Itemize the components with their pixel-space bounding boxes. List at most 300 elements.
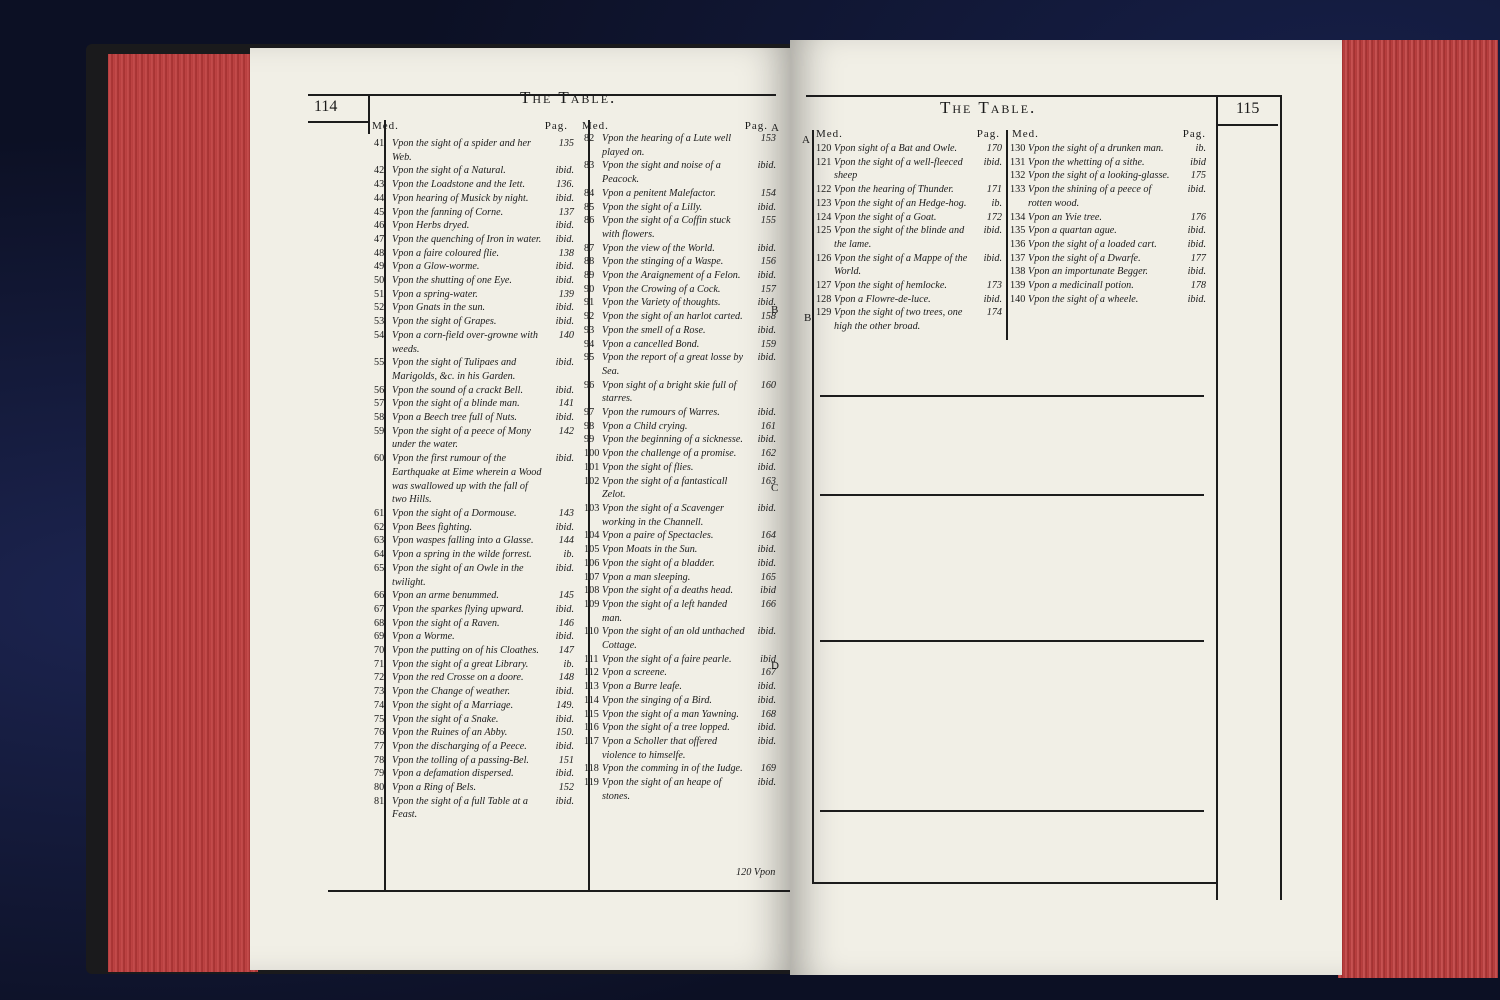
entry-number: 47	[374, 233, 385, 245]
entry-page: 145	[558, 590, 574, 602]
index-entry	[374, 548, 574, 562]
entry-page: ibid.	[555, 165, 574, 177]
entry-title: Vpon the shining of a peece of rotten wood.	[1028, 184, 1152, 209]
index-entry	[584, 296, 776, 310]
entry-title: Vpon a Flowre-de-luce.	[834, 293, 931, 305]
entry-page: 157	[760, 283, 776, 295]
entry-title: Vpon a Ring of Bels.	[392, 782, 477, 794]
margin-letter: D	[771, 660, 779, 672]
index-entry	[374, 329, 574, 356]
entry-number: 52	[374, 302, 385, 314]
entry-number: 80	[374, 782, 385, 794]
entry-number: 59	[374, 425, 385, 437]
index-entry	[584, 379, 776, 406]
index-entry	[1010, 142, 1206, 156]
entry-title: Vpon Gnats in the sun.	[392, 302, 486, 314]
entry-number: 130	[1010, 143, 1026, 154]
entry-title: Vpon hearing of Musick by night.	[392, 192, 529, 204]
index-entry	[584, 283, 776, 297]
entry-page: ibid.	[555, 453, 574, 465]
entry-title: Vpon the sight of a spider and her Web.	[392, 138, 531, 163]
column-head	[816, 128, 1000, 140]
entry-title: Vpon the Araignement of a Felon.	[602, 270, 741, 282]
index-entry	[374, 384, 574, 398]
pag-label: Pag.	[1182, 128, 1206, 140]
entry-title: Vpon the Change of weather.	[392, 686, 510, 698]
entry-page: ib.	[1195, 143, 1206, 154]
index-entry	[374, 603, 574, 617]
entry-page: ibid.	[1187, 293, 1206, 305]
entry-number: 73	[374, 686, 385, 698]
entry-title: Vpon waspes falling into a Glasse.	[392, 535, 534, 547]
entry-page: ibid.	[757, 544, 776, 556]
index-entry	[374, 699, 574, 713]
entry-page: ibid.	[757, 461, 776, 473]
index-entry	[374, 274, 574, 288]
entry-number: 118	[584, 763, 599, 775]
entry-number: 86	[584, 215, 595, 227]
index-entry	[374, 164, 574, 178]
entry-number: 102	[584, 475, 600, 487]
entry-title: Vpon sight of a Bat and Owle.	[834, 143, 958, 154]
index-entry	[816, 183, 1002, 197]
entry-title: Vpon the Loadstone and the Iett.	[392, 179, 525, 191]
entry-title: Vpon the beginning of a sicknesse.	[602, 434, 743, 446]
entry-page: 167	[760, 667, 776, 679]
entry-number: 71	[374, 658, 385, 670]
entry-title: Vpon the putting on of his Cloathes.	[392, 645, 539, 657]
index-entry	[584, 132, 776, 159]
entry-title: Vpon the sparkes flying upward.	[392, 603, 524, 615]
entry-number: 77	[374, 740, 385, 752]
entry-title: Vpon a screene.	[602, 667, 667, 679]
index-entry	[374, 713, 574, 727]
index-entry	[1010, 293, 1206, 307]
entry-title: Vpon Moats in the Sun.	[602, 544, 698, 556]
entry-page: 152	[558, 782, 574, 794]
entry-page: 138	[558, 247, 574, 259]
index-entry	[584, 324, 776, 338]
left-header-divider	[368, 94, 370, 134]
entry-page: ibid.	[757, 297, 776, 309]
entry-number: 61	[374, 507, 385, 519]
entry-title: Vpon a medicinall potion.	[1028, 280, 1134, 292]
entry-title: Vpon the sight of an old unthached Cottage.	[602, 626, 745, 652]
entry-number: 91	[584, 297, 595, 309]
entry-page: ibid.	[555, 357, 574, 369]
entry-number: 82	[584, 133, 595, 144]
entry-page: ibid.	[1187, 266, 1206, 278]
entry-page: 149.	[556, 699, 574, 711]
entry-title: Vpon the challenge of a promise.	[602, 448, 737, 460]
entry-title: Vpon the sight of a bladder.	[602, 557, 715, 569]
entry-title: Vpon the sight of a well-fleeced sheep	[834, 156, 963, 182]
entry-page: ibid.	[555, 768, 574, 780]
entry-page: ib.	[991, 197, 1002, 209]
column-head	[372, 120, 568, 132]
entry-title: Vpon the singing of a Bird.	[602, 694, 712, 706]
entry-number: 51	[374, 288, 385, 300]
index-entry	[374, 726, 574, 740]
entry-title: Vpon a penitent Malefactor.	[602, 187, 716, 199]
entry-page: ibid	[760, 585, 776, 597]
entry-number: 111	[584, 653, 599, 665]
entry-page: 144	[558, 535, 574, 547]
index-entry	[374, 671, 574, 685]
margin-letter: A	[802, 134, 810, 146]
entry-number: 63	[374, 535, 385, 547]
entry-title: Vpon a spring in the wilde forrest.	[392, 549, 532, 561]
blank-rule-1	[820, 395, 1204, 397]
entry-title: Vpon the hearing of Thunder.	[834, 184, 954, 196]
right-edge-rule	[1280, 95, 1282, 900]
entry-number: 136	[1010, 238, 1026, 250]
entry-title: Vpon the Crowing of a Cock.	[602, 283, 721, 295]
entry-number: 108	[584, 585, 600, 597]
entry-number: 65	[374, 562, 385, 574]
entry-number: 99	[584, 434, 595, 446]
entry-page: ibid.	[757, 352, 776, 364]
entry-number: 109	[584, 598, 600, 610]
entry-title: Vpon the sight of a Coffin stuck with flowers.	[602, 215, 731, 240]
entry-title: Vpon the stinging of a Waspe.	[602, 256, 724, 268]
entry-page: ibid.	[555, 740, 574, 752]
entry-number: 95	[584, 352, 595, 364]
entry-number: 119	[584, 777, 599, 789]
entry-page: 159	[760, 338, 776, 350]
margin-letter: C	[771, 482, 779, 494]
index-entry	[584, 338, 776, 352]
entry-title: Vpon the shutting of one Eye.	[392, 275, 512, 287]
entry-page: ibid.	[757, 681, 776, 693]
entry-title: Vpon the sight of a fantasticall Zelot.	[602, 475, 728, 501]
entry-number: 110	[584, 626, 599, 638]
right-page	[790, 40, 1342, 975]
entry-page: 160	[760, 379, 776, 391]
entry-title: Vpon a corn-field over-growne with weeds.	[392, 329, 538, 355]
entry-number: 122	[816, 184, 832, 196]
blank-rule-3	[820, 640, 1204, 642]
left-bottom-rule	[328, 890, 798, 892]
entry-number: 93	[584, 324, 595, 336]
entry-title: Vpon a faire coloured flie.	[392, 247, 500, 259]
entry-number: 89	[584, 270, 595, 282]
entry-page: 164	[760, 530, 776, 542]
entry-number: 137	[1010, 252, 1026, 264]
page-number: 115	[1236, 100, 1260, 117]
entry-title: Vpon the Ruines of an Abby.	[392, 727, 508, 739]
entry-title: Vpon a quartan ague.	[1028, 225, 1117, 237]
entry-page: 155	[760, 215, 776, 227]
entry-page: 172	[986, 211, 1002, 223]
page-header: The Table.	[940, 98, 1037, 117]
entry-title: Vpon the rumours of Warres.	[602, 407, 720, 419]
index-entry	[1010, 224, 1206, 238]
entry-number: 42	[374, 165, 385, 177]
entry-number: 123	[816, 197, 832, 209]
entry-page: ibid.	[757, 201, 776, 213]
margin-letter: A	[771, 122, 779, 134]
entry-title: Vpon the sight of flies.	[602, 461, 694, 473]
entry-number: 138	[1010, 266, 1026, 278]
index-entry	[374, 685, 574, 699]
index-entry	[374, 315, 574, 329]
entry-page: 169	[760, 763, 776, 775]
entry-number: 50	[374, 275, 385, 287]
entry-title: Vpon the sight of Grapes.	[392, 316, 497, 328]
index-entry	[584, 708, 776, 722]
index-entry	[374, 411, 574, 425]
index-entry	[374, 137, 574, 164]
entry-title: Vpon the sight of a full Table at a Feast.	[392, 795, 529, 821]
entry-number: 124	[816, 211, 832, 223]
left-pagenum-rule	[308, 121, 368, 123]
med-label: Med.	[816, 128, 843, 140]
entry-number: 81	[374, 795, 385, 807]
entry-page: 177	[1190, 252, 1206, 264]
entry-number: 62	[374, 521, 385, 533]
entry-title: Vpon the sight of a Goat.	[834, 211, 937, 223]
entry-title: Vpon an Yvie tree.	[1028, 211, 1102, 223]
entry-page: ibid.	[555, 192, 574, 204]
entry-number: 76	[374, 727, 385, 739]
entry-number: 120	[816, 143, 832, 154]
right-outer-column-rule	[1216, 95, 1218, 900]
entry-title: Vpon a spring-water.	[392, 288, 478, 300]
right-middle-column-rule	[1006, 130, 1008, 340]
index-entry	[374, 644, 574, 658]
entry-page: ibid.	[1187, 184, 1206, 196]
entry-title: Vpon the sight of a Marriage.	[392, 699, 514, 711]
index-entry	[374, 260, 574, 274]
entry-number: 84	[584, 187, 595, 199]
index-entry	[584, 269, 776, 283]
index-entry	[374, 288, 574, 302]
entry-title: Vpon Herbs dryed.	[392, 220, 470, 232]
entry-title: Vpon the sight of a drunken man.	[1028, 143, 1164, 154]
red-page-edges-right	[1338, 40, 1498, 978]
entry-page: 163	[760, 475, 776, 487]
index-entry	[1010, 156, 1206, 170]
entry-title: Vpon the first rumour of the Earthquake at Eime wherein a Wood was swallowed up with the fall of two Hills.	[392, 453, 542, 506]
entry-page: 174	[986, 307, 1002, 319]
index-entry	[816, 197, 1002, 211]
entry-page: ibid.	[555, 521, 574, 533]
red-page-edges-left	[108, 54, 258, 972]
entry-title: Vpon the sight of a Dwarfe.	[1028, 252, 1141, 264]
entry-number: 56	[374, 384, 385, 396]
entry-page: ibid.	[555, 233, 574, 245]
index-column-2	[1010, 142, 1206, 306]
entry-number: 134	[1010, 211, 1026, 223]
margin-letter: B	[771, 304, 779, 316]
entry-page: ibid.	[555, 631, 574, 643]
entry-number: 53	[374, 316, 385, 328]
index-entry	[584, 420, 776, 434]
index-entry	[1010, 265, 1206, 279]
right-pagenum-rule	[1216, 124, 1278, 126]
entry-number: 98	[584, 420, 595, 432]
entry-number: 43	[374, 179, 385, 191]
entry-page: ibid	[760, 653, 776, 665]
index-entry	[374, 617, 574, 631]
entry-page: ibid.	[757, 270, 776, 282]
blank-rule-2	[820, 494, 1204, 496]
index-entry	[584, 666, 776, 680]
entry-title: Vpon Bees fighting.	[392, 521, 473, 533]
entry-page: ibid.	[983, 225, 1002, 237]
entry-title: Vpon the report of a great losse by Sea.	[602, 352, 744, 377]
entry-page: ibid.	[983, 252, 1002, 264]
index-entry	[816, 293, 1002, 307]
entry-page: ibid.	[1187, 238, 1206, 250]
entry-page: ibid.	[757, 160, 776, 172]
entry-number: 92	[584, 311, 595, 323]
entry-page: ibid.	[757, 557, 776, 569]
index-entry	[816, 306, 1002, 333]
index-entry	[584, 433, 776, 447]
entry-number: 140	[1010, 293, 1026, 305]
index-entry	[374, 781, 574, 795]
entry-title: Vpon the quenching of Iron in water.	[392, 233, 542, 245]
index-entry	[584, 557, 776, 571]
index-entry	[374, 233, 574, 247]
entry-number: 60	[374, 453, 385, 465]
entry-page: ibid.	[757, 407, 776, 419]
entry-page: 146	[558, 617, 574, 629]
entry-title: Vpon the discharging of a Peece.	[392, 740, 527, 752]
entry-number: 106	[584, 557, 600, 569]
index-entry	[584, 201, 776, 215]
entry-title: Vpon the sight of a blinde man.	[392, 398, 520, 410]
index-entry	[584, 351, 776, 378]
entry-number: 135	[1010, 225, 1026, 237]
entry-page: ibid.	[757, 502, 776, 514]
entry-title: Vpon a cancelled Bond.	[602, 338, 700, 350]
pag-label: Pag.	[544, 120, 568, 132]
entry-page: ibid.	[555, 562, 574, 574]
entry-page: ibid.	[757, 694, 776, 706]
index-entry	[584, 255, 776, 269]
entry-page: 151	[558, 754, 574, 766]
entry-number: 87	[584, 242, 595, 254]
entry-number: 46	[374, 220, 385, 232]
index-entry	[374, 219, 574, 233]
index-entry	[374, 562, 574, 589]
entry-number: 96	[584, 379, 595, 391]
entry-number: 101	[584, 461, 600, 473]
entry-title: Vpon the sight of a Snake.	[392, 713, 499, 725]
entry-title: Vpon sight of a bright skie full of starres.	[602, 379, 737, 405]
entry-title: Vpon a paire of Spectacles.	[602, 530, 714, 542]
index-entry	[374, 247, 574, 261]
entry-number: 116	[584, 722, 599, 734]
index-entry	[374, 397, 574, 411]
index-entry	[584, 214, 776, 241]
index-entry	[584, 187, 776, 201]
entry-title: Vpon a defamation dispersed.	[392, 768, 514, 780]
page-header: The Table.	[520, 88, 617, 107]
index-entry	[816, 142, 1002, 156]
entry-title: Vpon the tolling of a passing-Bel.	[392, 754, 529, 766]
index-entry	[374, 178, 574, 192]
entry-number: 107	[584, 571, 600, 583]
entry-number: 55	[374, 357, 385, 369]
index-entry	[584, 735, 776, 762]
entry-page: 156	[760, 256, 776, 268]
entry-page: ibid.	[757, 626, 776, 638]
entry-title: Vpon the sight of a left handed man.	[602, 598, 728, 624]
entry-number: 113	[584, 681, 599, 693]
index-entry	[584, 502, 776, 529]
column-head	[582, 120, 768, 132]
index-entry	[1010, 211, 1206, 225]
entry-title: Vpon the sight of a Scavenger working in the Channell.	[602, 502, 724, 528]
entry-page: ibid.	[555, 384, 574, 396]
entry-page: 178	[1190, 280, 1206, 292]
entry-number: 83	[584, 160, 595, 172]
entry-page: ibid.	[555, 302, 574, 314]
index-entry	[374, 589, 574, 603]
entry-title: Vpon the view of the World.	[602, 242, 715, 254]
entry-number: 121	[816, 156, 832, 168]
entry-page: ibid.	[757, 324, 776, 336]
right-bottom-rule	[812, 882, 1218, 884]
index-entry	[1010, 238, 1206, 252]
entry-page: ibid.	[555, 261, 574, 273]
entry-title: Vpon a Worme.	[392, 631, 455, 643]
index-entry	[584, 447, 776, 461]
index-entry	[374, 192, 574, 206]
entry-title: Vpon the red Crosse on a doore.	[392, 672, 524, 684]
catchword: 120 Vpon	[736, 867, 776, 878]
entry-title: Vpon the sight of hemlocke.	[834, 280, 947, 292]
entry-page: ibid.	[555, 686, 574, 698]
entry-page: 171	[986, 184, 1002, 196]
entry-page: 148	[558, 672, 574, 684]
entry-page: ibid.	[555, 412, 574, 424]
entry-page: 175	[1190, 170, 1206, 182]
entry-page: ibid.	[983, 293, 1002, 305]
entry-title: Vpon the Variety of thoughts.	[602, 297, 721, 309]
index-entry	[584, 543, 776, 557]
index-entry	[584, 762, 776, 776]
index-entry	[374, 740, 574, 754]
med-label: Med.	[372, 120, 399, 132]
entry-page: 166	[760, 598, 776, 610]
entry-title: Vpon the sight of the blinde and the lame.	[834, 225, 965, 250]
index-entry	[584, 529, 776, 543]
index-column-2	[584, 132, 779, 803]
entry-page: ibid.	[555, 275, 574, 287]
entry-title: Vpon an importunate Begger.	[1028, 266, 1148, 278]
right-inner-column-rule	[812, 130, 814, 882]
entry-title: Vpon the sound of a crackt Bell.	[392, 384, 523, 396]
entry-number: 68	[374, 617, 385, 629]
entry-number: 117	[584, 735, 599, 747]
entry-page: 136.	[556, 179, 574, 191]
entry-number: 48	[374, 247, 385, 259]
entry-number: 67	[374, 603, 385, 615]
index-entry	[584, 406, 776, 420]
entry-page: 153	[760, 133, 776, 144]
index-entry	[374, 630, 574, 644]
entry-page: ibid.	[757, 735, 776, 747]
entry-title: Vpon the sight of a looking-glasse.	[1028, 170, 1170, 182]
entry-page: 165	[760, 571, 776, 583]
entry-page: 147	[558, 645, 574, 657]
index-entry	[584, 159, 776, 186]
